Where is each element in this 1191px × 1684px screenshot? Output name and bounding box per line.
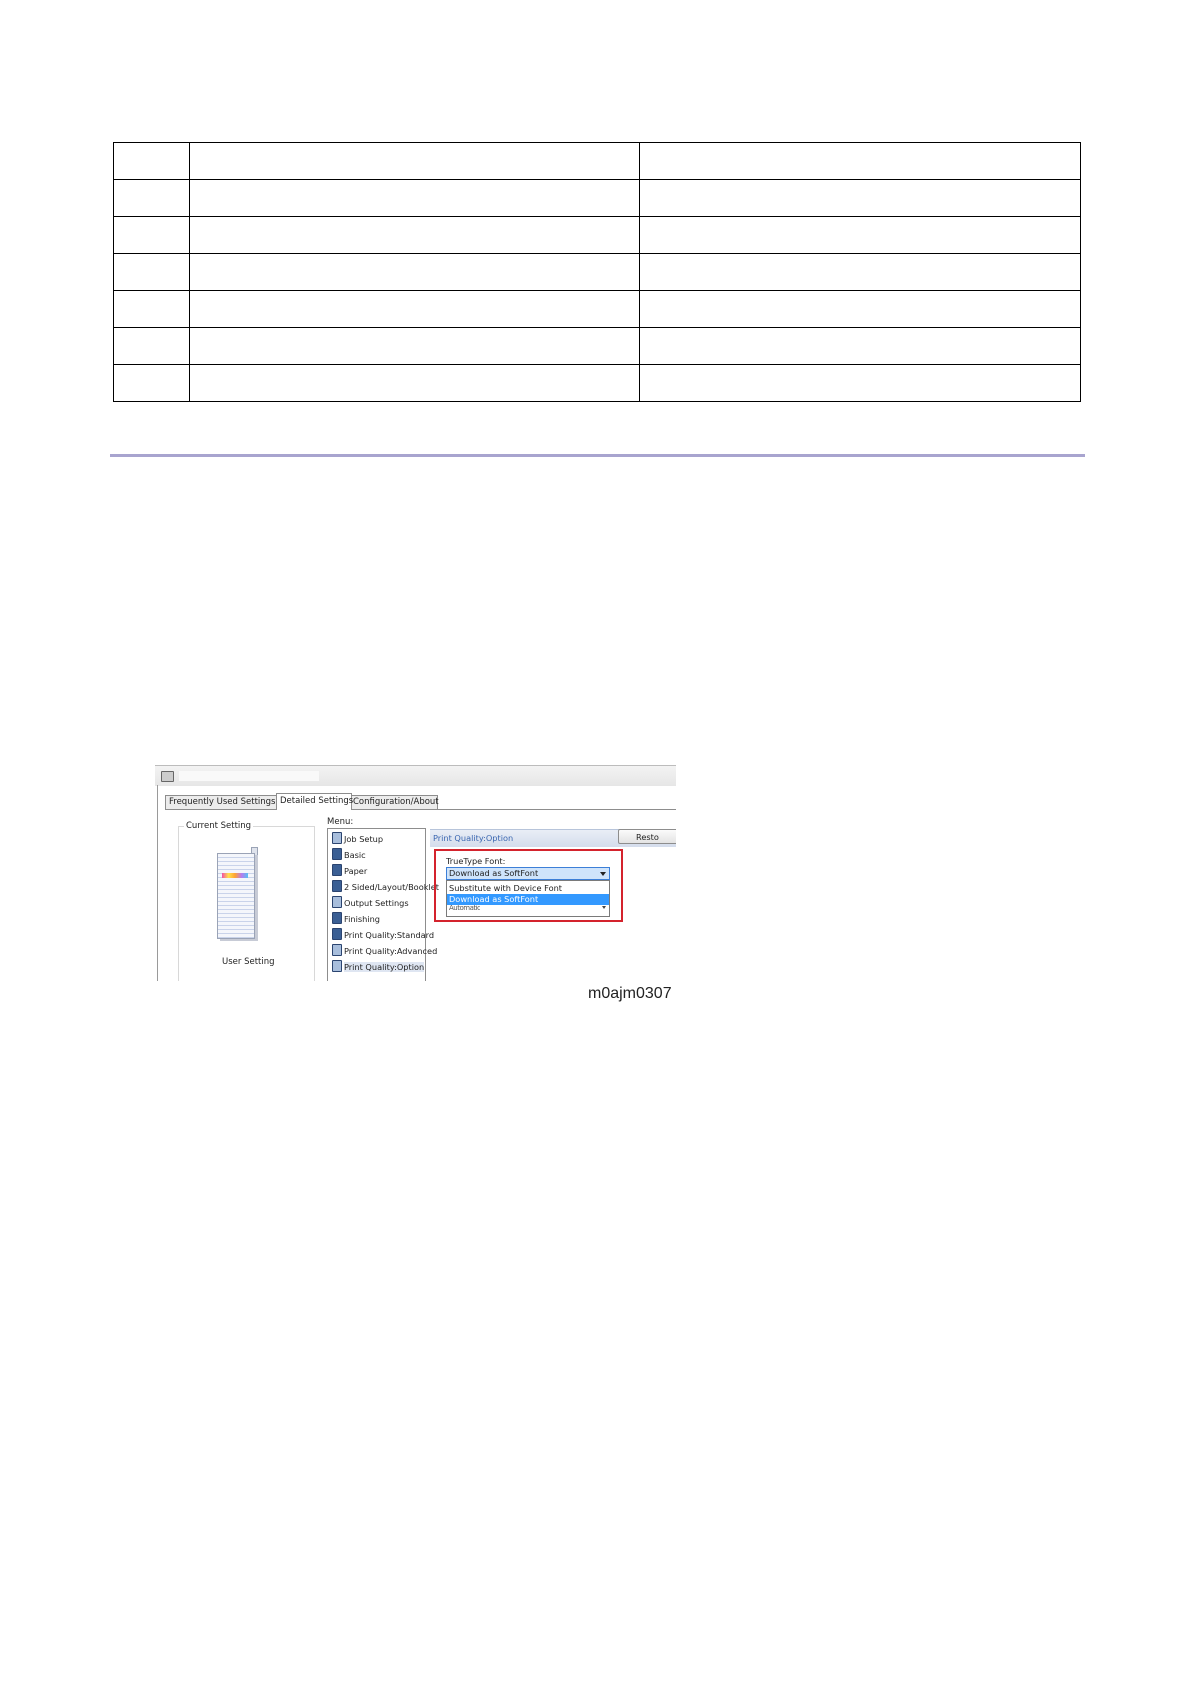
- table-cell: [640, 217, 1081, 254]
- panel-header-label: Print Quality:Option: [433, 833, 514, 843]
- menu-item-label: Job Setup: [344, 834, 384, 844]
- color-bar: [222, 873, 248, 878]
- table-row: [114, 365, 1081, 402]
- table-cell: [114, 143, 190, 180]
- table-cell: [114, 217, 190, 254]
- table-cell: [190, 217, 640, 254]
- data-table: [113, 142, 1081, 402]
- table-cell: [190, 328, 640, 365]
- menu-item-label: Output Settings: [344, 898, 409, 908]
- menu-item-label: 2 Sided/Layout/Booklet: [344, 882, 439, 892]
- output-icon: [332, 896, 342, 908]
- table-cell: [640, 180, 1081, 217]
- table-cell: [640, 291, 1081, 328]
- document-preview: [217, 853, 253, 937]
- table-row: [114, 328, 1081, 365]
- printer-icon: [161, 771, 174, 782]
- table-cell: [640, 143, 1081, 180]
- chevron-down-icon: [600, 872, 606, 876]
- tab-baseline: [165, 809, 676, 810]
- document-page-icon: [217, 853, 255, 939]
- paper-icon: [332, 864, 342, 876]
- dialog-titlebar: [155, 765, 676, 786]
- table-row: [114, 254, 1081, 291]
- table-cell: [114, 365, 190, 402]
- dialog-title-area: [179, 771, 319, 781]
- hidden-select-value: Automatic: [449, 905, 481, 910]
- menu-item-print-quality-option[interactable]: [332, 959, 424, 975]
- menu-item-print-quality-advanced[interactable]: [332, 943, 437, 959]
- booklet-icon: [332, 880, 342, 892]
- menu-item-finishing[interactable]: [332, 911, 380, 927]
- truetype-font-select[interactable]: [446, 867, 610, 880]
- menu-item-label: Basic: [344, 850, 366, 860]
- job-setup-icon: [332, 832, 342, 844]
- chevron-down-icon: [602, 906, 606, 909]
- tab-detailed-settings[interactable]: Detailed Settings: [276, 793, 352, 810]
- menu-item-paper[interactable]: [332, 863, 367, 879]
- finishing-icon: [332, 912, 342, 924]
- table-row: [114, 217, 1081, 254]
- menu-label: Menu:: [327, 817, 354, 827]
- table-cell: [114, 291, 190, 328]
- menu-item-label: Finishing: [344, 914, 380, 924]
- print-quality-advanced-icon: [332, 944, 342, 956]
- print-quality-option-icon: [332, 960, 342, 972]
- print-quality-icon: [332, 928, 342, 940]
- menu-item-basic[interactable]: [332, 847, 366, 863]
- table-cell: [114, 180, 190, 217]
- table-cell: [640, 328, 1081, 365]
- table-cell: [114, 254, 190, 291]
- section-divider: [110, 454, 1085, 457]
- menu-item-output-settings[interactable]: [332, 895, 409, 911]
- current-setting-label: Current Setting: [186, 821, 252, 831]
- menu-list: [327, 828, 439, 981]
- dropdown-option-substitute[interactable]: Substitute with Device Font: [449, 883, 562, 893]
- table-cell: [190, 254, 640, 291]
- truetype-font-label: TrueType Font:: [446, 856, 506, 866]
- table-cell: [190, 365, 640, 402]
- table-cell: [190, 291, 640, 328]
- figure-caption: m0ajm0307: [588, 985, 672, 1002]
- tab-frequently-used-settings[interactable]: Frequently Used Settings: [165, 795, 277, 809]
- table-cell: [190, 180, 640, 217]
- table-cell: [114, 328, 190, 365]
- dialog-frame-edge: [157, 785, 158, 981]
- truetype-font-dropdown: [446, 880, 610, 917]
- menu-item-job-setup[interactable]: [332, 831, 383, 847]
- menu-item-label: Print Quality:Standard: [344, 930, 435, 940]
- table-cell: [640, 254, 1081, 291]
- menu-item-label: Paper: [344, 866, 368, 876]
- driver-dialog-screenshot: [155, 765, 676, 981]
- table-row: [114, 143, 1081, 180]
- menu-item-label: Print Quality:Option: [344, 962, 425, 972]
- basic-icon: [332, 848, 342, 860]
- table-row: [114, 180, 1081, 217]
- tab-configuration-about[interactable]: Configuration/About: [349, 795, 438, 809]
- user-setting-label: User Setting: [222, 957, 275, 967]
- truetype-font-value: Download as SoftFont: [449, 868, 539, 878]
- restore-defaults-button[interactable]: Resto: [618, 829, 676, 844]
- menu-item-2-sided-layout-booklet[interactable]: [332, 879, 439, 895]
- menu-item-print-quality-standard[interactable]: [332, 927, 434, 943]
- dropdown-option-download-softfont[interactable]: Download as SoftFont: [447, 894, 609, 905]
- menu-item-label: Print Quality:Advanced: [344, 946, 438, 956]
- table-row: [114, 291, 1081, 328]
- table-cell: [640, 365, 1081, 402]
- table-cell: [190, 143, 640, 180]
